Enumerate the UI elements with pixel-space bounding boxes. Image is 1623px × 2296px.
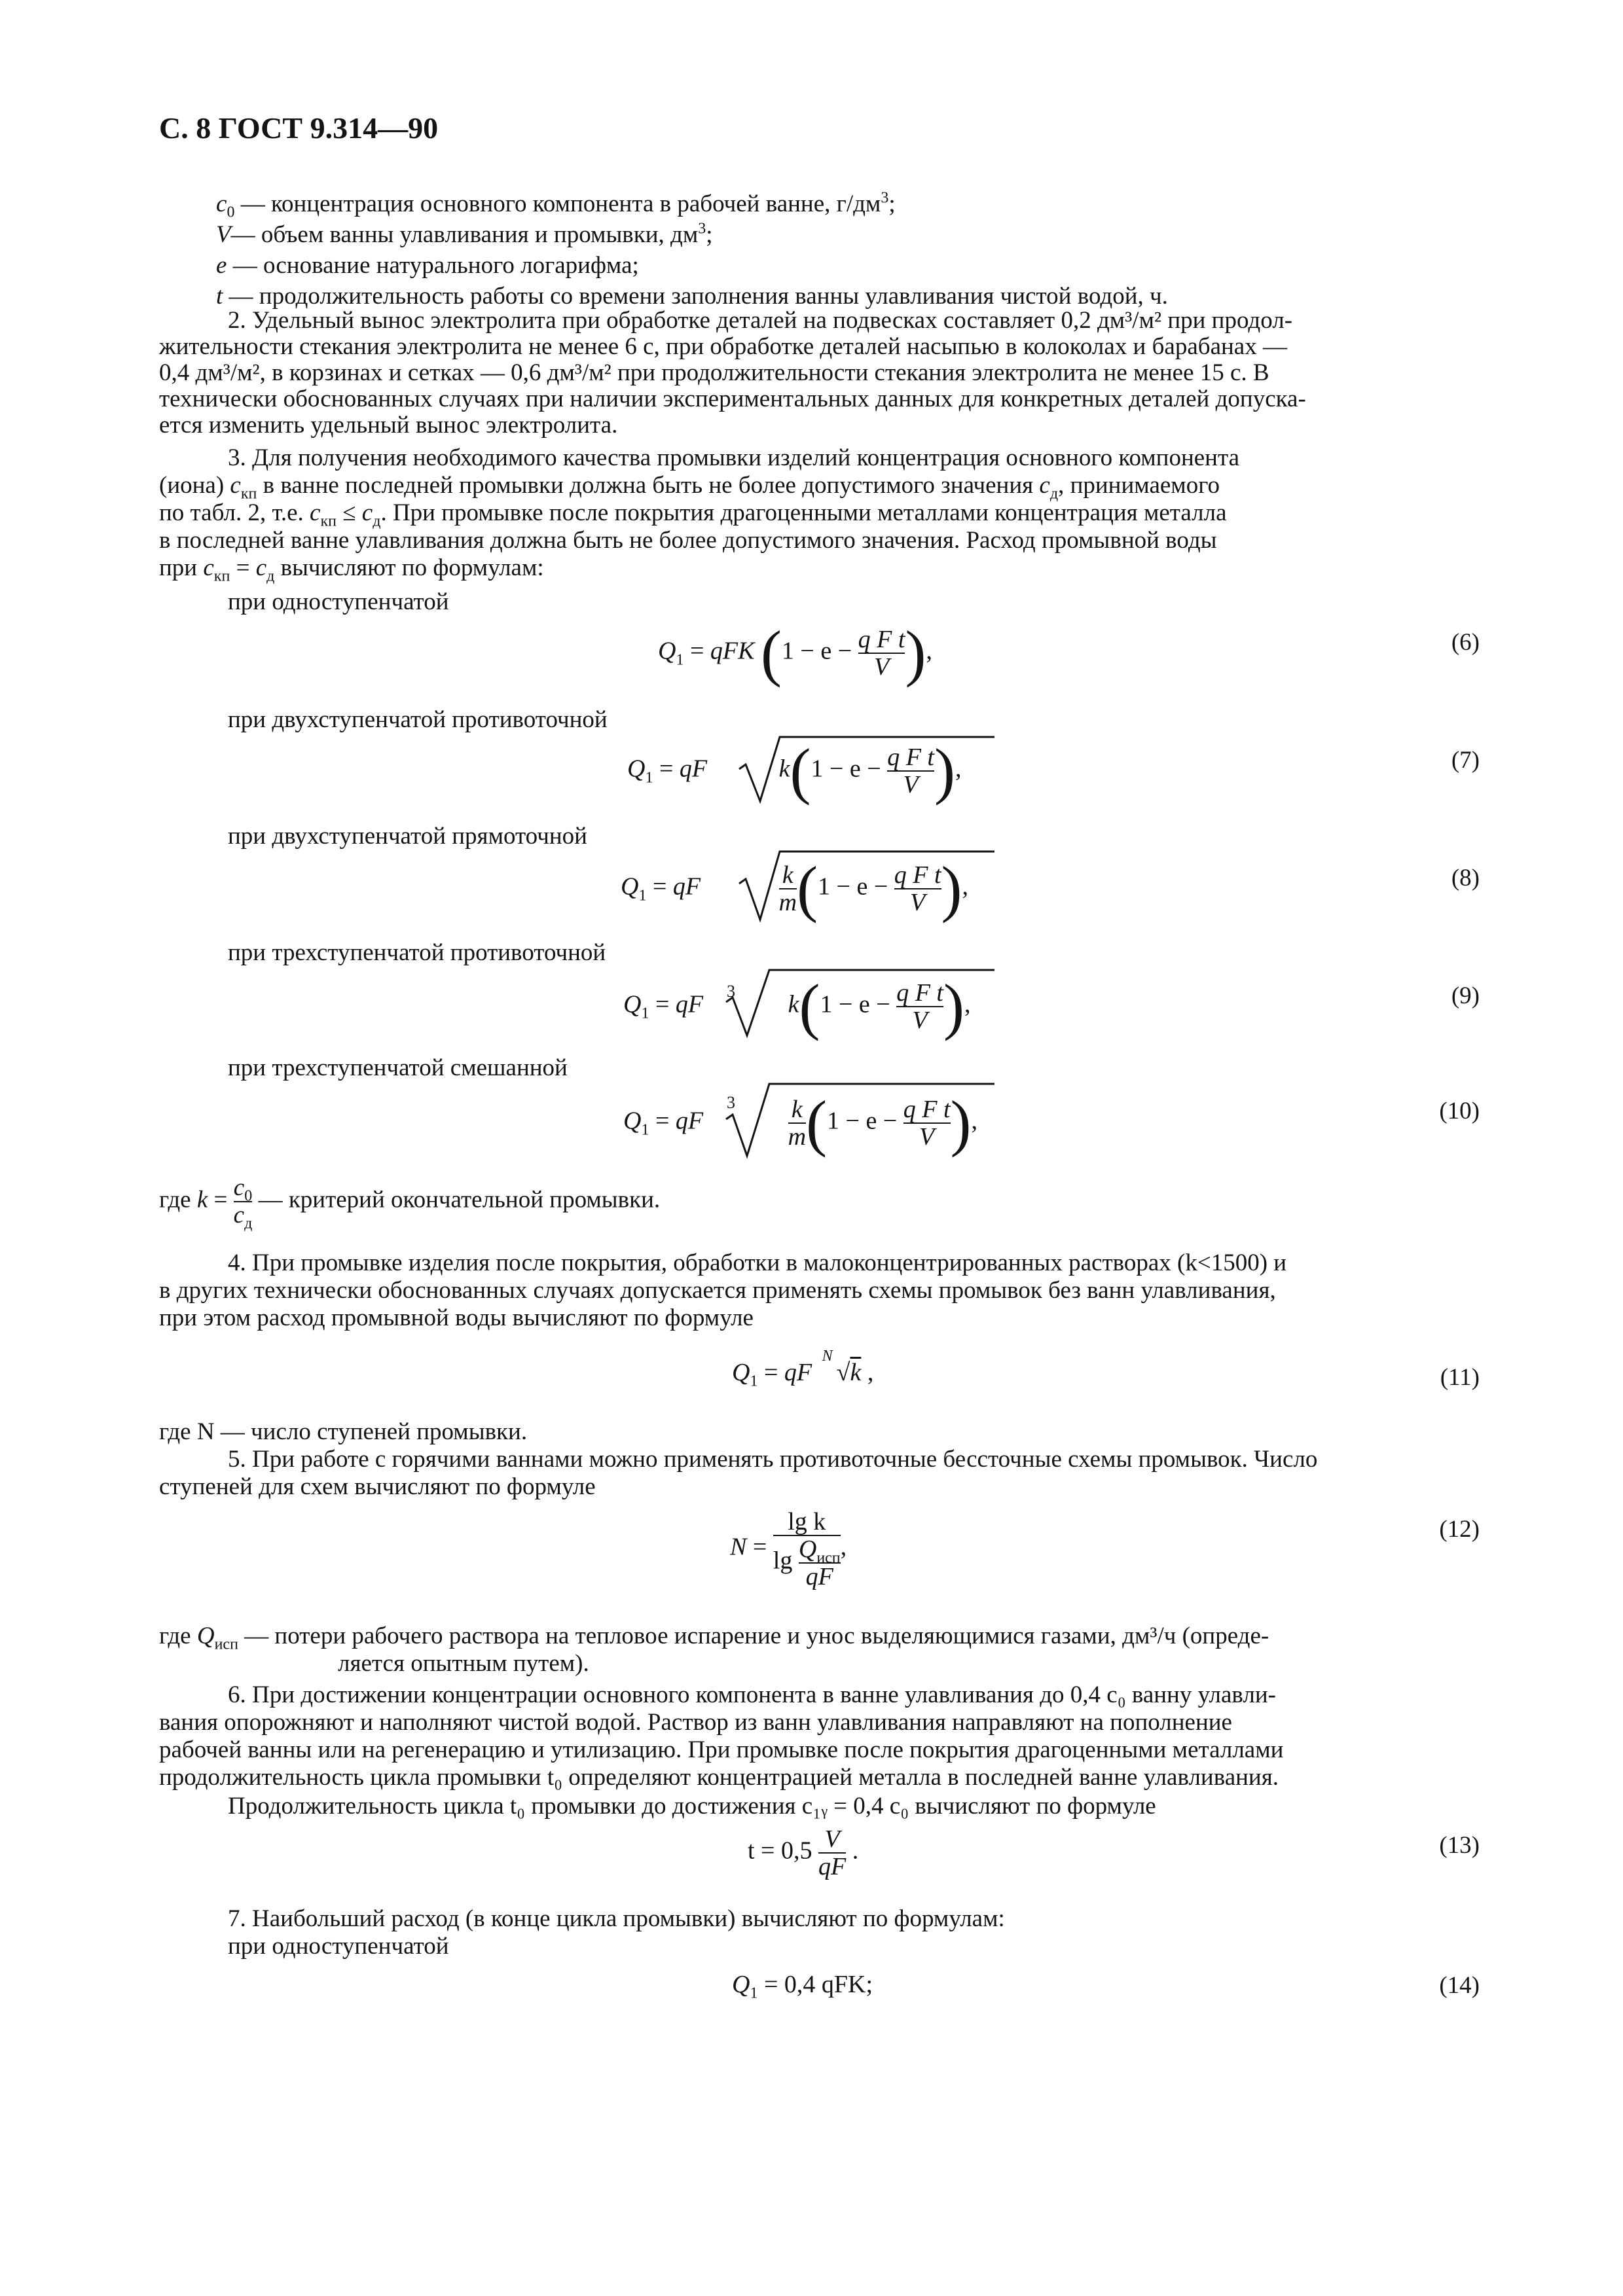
- p6-line: вания опорожняют и наполняют чистой водой. Раствор из ванн улавливания направляют на пополнение: [159, 1709, 1232, 1736]
- eq-number: (13): [1439, 1832, 1480, 1859]
- eq-number: (6): [1451, 629, 1480, 656]
- formula-13: t = 0,5 $\frac{V}{qF}$ .: [748, 1825, 859, 1880]
- p3-line: при $c_{кп} = c_д$ вычисляют по формулам:: [159, 554, 544, 585]
- n-definition: где N — число ступеней промывки.: [159, 1418, 528, 1445]
- p5-line: 5. При работе с горячими ваннами можно применять противоточные бессточные схемы промывок. Число: [228, 1446, 1318, 1473]
- p3-line: (иона) $c_{кп}$ в ванне последней промывки должна быть не более допустимого значения $c_д$, принимаемого: [159, 472, 1220, 503]
- eq-number: (14): [1439, 1972, 1480, 1999]
- formula-10: $Q_1$ = qF $\frac{k}{m}$ (1 − e − $\frac{\text{q F t}}{V}$ ),: [623, 1088, 978, 1158]
- formula-14: $Q_1 = 0,4$ qFK;: [732, 1971, 873, 2002]
- case-label: при двухступенчатой противоточной: [228, 706, 608, 733]
- p6-line: рабочей ванны или на регенерацию и утилизацию. При промывке после покрытия драгоценными металлами: [159, 1736, 1284, 1763]
- def-t: t — продолжительность работы со времени заполнения ванны улавливания чистой водой, ч.: [216, 283, 1168, 310]
- p2-line: технически обоснованных случаях при наличии экспериментальных данных для конкретных деталей допуска-: [159, 386, 1306, 412]
- eq-number: (12): [1439, 1516, 1480, 1543]
- case-label: при двухступенчатой прямоточной: [228, 823, 587, 850]
- eq-number: (11): [1440, 1364, 1480, 1391]
- p2-line: 0,4 дм³/м², в корзинах и сетках — 0,6 дм³/м² при продолжительности стекания электролита не менее 15 с. В: [159, 359, 1269, 386]
- p4-line: 4. При промывке изделия после покрытия, обработки в малоконцентрированных растворах (k<1500) и: [228, 1249, 1287, 1276]
- def-e: e — основание натурального логарифма;: [216, 252, 639, 279]
- p2-line: 2. Удельный вынос электролита при обработке деталей на подвесках составляет 0,2 дм³/м² при продол-: [228, 307, 1293, 334]
- def-v: V— объем ванны улавливания и промывки, $дм^3$;: [216, 220, 713, 248]
- case-label: при одноступенчатой: [228, 588, 449, 615]
- q-isp-definition-cont: ляется опытным путем).: [338, 1650, 589, 1677]
- case-label: при трехступенчатой смешанной: [228, 1054, 568, 1081]
- p7-line: 7. Наибольший расход (в конце цикла промывки) вычисляют по формулам:: [228, 1905, 1005, 1932]
- p3-line: в последней ванне улавливания должна быть не более допустимого значения. Расход промывной воды: [159, 527, 1217, 554]
- formula-9: $Q_1$ = qF k(1 − e − $\frac{\text{q F t}}{V}$ ),: [623, 971, 971, 1041]
- formula-7: $Q_1$ = qF k(1 − e − $\frac{\text{q F t}}{V}$ ),: [627, 736, 962, 806]
- case-label: при трехступенчатой противоточной: [228, 939, 606, 966]
- formula-8: $Q_1$ = qF $\frac{k}{m}$ (1 − e − $\frac{\text{q F t}}{V}$ ),: [621, 853, 969, 924]
- q-isp-definition: где $Q_{исп}$ — потери рабочего раствора на тепловое испарение и унос выделяющимися газами, дм³/ч (опреде-: [159, 1623, 1269, 1653]
- p6b-line: Продолжительность цикла t₀ промывки до достижения c₁ᵧ = 0,4 c₀ вычисляют по формуле: [228, 1793, 1156, 1820]
- p6-line: 6. При достижении концентрации основного компонента в ванне улавливания до 0,4 c₀ ванну улавли-: [228, 1681, 1276, 1708]
- p4-line: в других технически обоснованных случаях допускается применять схемы промывок без ванн улавливания,: [159, 1277, 1276, 1304]
- eq-number: (7): [1451, 747, 1480, 774]
- eq-number: (10): [1439, 1098, 1480, 1124]
- p2-line: жительности стекания электролита не менее 6 с, при обработке деталей насыпью в колоколах и барабанах —: [159, 333, 1287, 360]
- k-definition: где k = $\frac{c_0}{c_д}$ — критерий окончательной промывки.: [159, 1174, 661, 1232]
- formula-12: N = lg k lg $\frac{Q_{исп}}{qF}$ ,: [730, 1508, 847, 1590]
- formula-11: $Q_1$ = qF N √k ,: [732, 1348, 874, 1390]
- p7-line: при одноступенчатой: [228, 1933, 449, 1960]
- page-header: С. 8 ГОСТ 9.314—90: [159, 111, 439, 145]
- formula-6: $Q_1$ = qFK (1 − e − $\frac{\text{q F t}}{V}$ ),: [658, 618, 932, 688]
- p4-line: при этом расход промывной воды вычисляют по формуле: [159, 1304, 754, 1331]
- root-index: 3: [727, 982, 735, 1001]
- p5-line: ступеней для схем вычисляют по формуле: [159, 1473, 596, 1500]
- eq-number: (9): [1451, 982, 1480, 1009]
- p6-line: продолжительность цикла промывки t₀ определяют концентрацией металла в последней ванне улавливания.: [159, 1764, 1279, 1791]
- p3-line: по табл. 2, т.е. $c_{кп} \le c_д$. При промывке после покрытия драгоценными металлами концентрация металла: [159, 499, 1227, 530]
- p3-line: 3. Для получения необходимого качества промывки изделий концентрация основного компонента: [228, 444, 1240, 471]
- def-c0: $c_0$ — концентрация основного компонента в рабочей ванне, $г/дм^3$;: [216, 189, 896, 221]
- p2-line: ется изменить удельный вынос электролита.: [159, 412, 618, 439]
- root-index: 3: [727, 1093, 735, 1112]
- eq-number: (8): [1451, 865, 1480, 891]
